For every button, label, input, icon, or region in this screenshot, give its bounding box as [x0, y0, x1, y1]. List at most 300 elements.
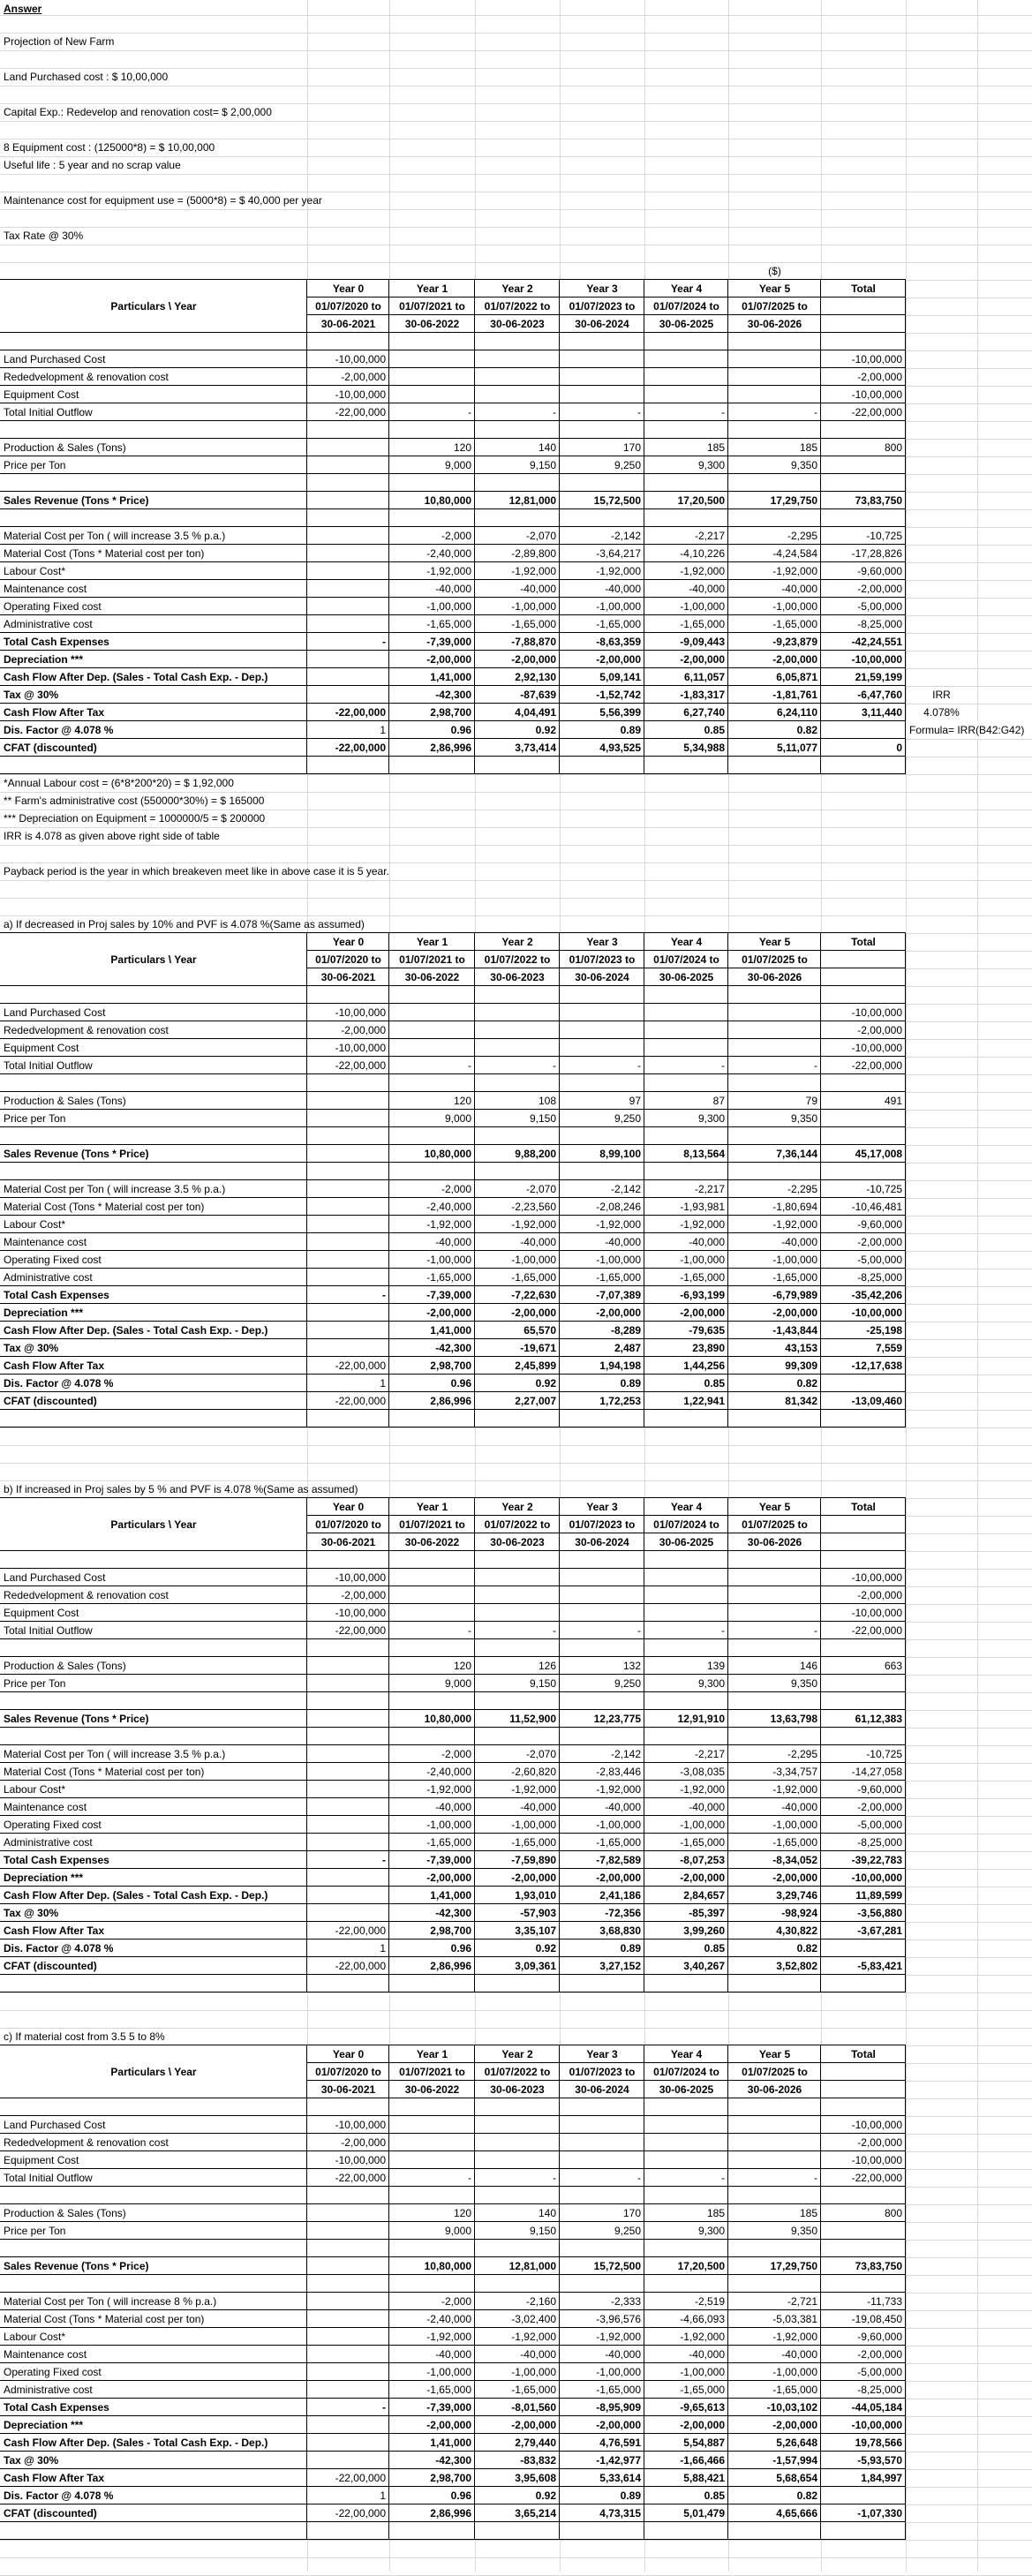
value-cfat_disc: 81,342 [785, 1395, 817, 1407]
value-maint: -40,000 [781, 1801, 817, 1813]
value-total_cash: -42,24,551 [851, 636, 902, 648]
value-labour: -1,92,000 [511, 1218, 556, 1231]
value-tax: -87,639 [520, 689, 556, 701]
header-from-date [821, 2063, 906, 2081]
value-material_per_ton [307, 1745, 389, 1763]
value-material_per_ton: -2,000 [441, 2295, 471, 2308]
equipment-cost-note: 8 Equipment cost : (125000*8) = $ 10,00,000 [4, 141, 215, 154]
value-production: 663 [884, 1660, 902, 1672]
gridline-row [0, 1463, 1032, 1464]
value-cfat: -22,00,000 [335, 706, 386, 719]
value-opfixed: -1,00,000 [426, 1254, 471, 1266]
value-cfat_disc: 5,34,988 [683, 742, 725, 754]
value-price: 9,350 [790, 459, 817, 471]
value-disfactor: 0.85 [704, 1377, 725, 1390]
value-land [389, 350, 475, 368]
value-outflow: - [721, 1059, 725, 1072]
row-label-sales: Sales Revenue (Tons * Price) [4, 1713, 149, 1725]
value-admin [307, 2381, 389, 2399]
value-maint: -2,00,000 [857, 1801, 902, 1813]
value-tax [307, 686, 389, 704]
value-maint: -40,000 [520, 1236, 556, 1248]
table-border [0, 2539, 906, 2540]
value-redev [389, 1021, 475, 1039]
value-outflow: -22,00,000 [335, 2172, 386, 2184]
value-maint: -40,000 [781, 583, 817, 595]
value-cfat: 2,98,700 [430, 1360, 471, 1372]
value-sales: 17,29,750 [770, 494, 817, 507]
value-outflow: - [814, 406, 817, 418]
value-cfat: 3,35,107 [515, 1924, 556, 1937]
value-maint [307, 1798, 389, 1816]
value-cfat: 4,04,491 [515, 706, 556, 719]
value-land [644, 1004, 728, 1021]
value-opfixed: -5,00,000 [857, 1254, 902, 1266]
value-maint: -40,000 [781, 2348, 817, 2361]
value-cf_after_dep: 1,41,000 [430, 1324, 471, 1337]
header-year: Year 1 [416, 2048, 448, 2060]
header-from-date: 01/07/2020 to [315, 300, 381, 313]
value-disfactor: 0.82 [796, 1377, 817, 1390]
value-price: 9,150 [529, 2225, 556, 2237]
value-equip [728, 386, 821, 403]
value-admin: -1,65,000 [596, 2384, 641, 2396]
value-sales: 12,81,000 [508, 494, 556, 507]
header-from-date: 01/07/2022 to [484, 300, 551, 313]
value-redev [644, 1021, 728, 1039]
value-price: 9,250 [614, 1677, 641, 1690]
value-land [389, 1569, 475, 1586]
value-admin: -1,65,000 [772, 2384, 817, 2396]
value-cfat_disc: -1,07,330 [857, 2507, 902, 2520]
value-opfixed: -1,00,000 [426, 2366, 471, 2378]
header-from-date: 01/07/2025 to [742, 300, 808, 313]
value-tax: -42,300 [435, 2454, 471, 2467]
gridline-row [0, 15, 1032, 16]
value-outflow: -22,00,000 [851, 1624, 902, 1637]
value-opfixed: -1,00,000 [511, 600, 556, 613]
value-equip: -10,00,000 [851, 388, 902, 401]
value-total_cash: -7,07,389 [596, 1289, 641, 1301]
value-dep: -2,00,000 [772, 1872, 817, 1884]
value-sales: 10,80,000 [424, 2260, 471, 2272]
row-label-outflow: Total Initial Outflow [4, 2172, 93, 2184]
value-material: -19,08,450 [851, 2313, 902, 2325]
value-material_per_ton: -2,142 [610, 1183, 641, 1195]
value-outflow: - [468, 406, 471, 418]
value-price: 9,000 [444, 1677, 471, 1690]
row-label-land: Land Purchased Cost [4, 2119, 106, 2131]
header-to-date: 30-06-2026 [747, 971, 802, 983]
value-material: -1,80,694 [772, 1201, 817, 1213]
value-material: -2,40,000 [426, 2313, 471, 2325]
value-cfat: 3,68,830 [599, 1924, 641, 1937]
row-label-maint: Maintenance cost [4, 2348, 87, 2361]
header-to-date: 30-06-2026 [747, 1536, 802, 1548]
value-equip [728, 2151, 821, 2169]
value-land [560, 2116, 644, 2134]
value-tax [307, 1904, 389, 1922]
value-outflow: - [637, 1059, 641, 1072]
row-label-cf_after_dep: Cash Flow After Dep. (Sales - Total Cash Exp. - Dep.) [4, 671, 268, 683]
value-land [475, 2116, 560, 2134]
row-label-redev: Rededvelopment & renovation cost [4, 371, 169, 383]
value-dep: -2,00,000 [680, 1872, 725, 1884]
row-label-disfactor: Dis. Factor @ 4.078 % [4, 1377, 114, 1390]
value-material [307, 545, 389, 562]
value-admin: -1,65,000 [426, 1271, 471, 1284]
value-tax: -6,47,760 [857, 689, 902, 701]
value-redev [389, 368, 475, 386]
header-to-date: 30-06-2026 [747, 318, 802, 330]
value-opfixed: -1,00,000 [511, 1819, 556, 1831]
row-label-material_per_ton: Material Cost per Ton ( will increase 3.5 % p.a.) [4, 530, 226, 542]
header-year: Year 5 [758, 1501, 791, 1513]
table-border [307, 1515, 906, 1516]
value-cfat_disc: 3,65,214 [515, 2507, 556, 2520]
value-disfactor: 0.89 [620, 724, 641, 736]
gridline-row [0, 50, 1032, 51]
header-from-date: 01/07/2025 to [742, 953, 808, 966]
projection-title: Projection of New Farm [4, 35, 115, 48]
value-material_per_ton: -2,295 [787, 1183, 817, 1195]
header-to-date: 30-06-2025 [659, 971, 714, 983]
header-to-date: 30-06-2022 [404, 971, 460, 983]
header-to-date: 30-06-2023 [490, 971, 545, 983]
value-tax: -1,81,761 [772, 689, 817, 701]
row-label-sales: Sales Revenue (Tons * Price) [4, 494, 149, 507]
value-material_per_ton: -2,070 [525, 530, 556, 542]
value-sales: 17,20,500 [677, 2260, 725, 2272]
value-total_cash: -9,09,443 [680, 636, 725, 648]
value-cfat: 3,95,608 [515, 2472, 556, 2484]
value-sales: 7,36,144 [776, 1148, 817, 1160]
table-border [307, 2062, 906, 2063]
value-cf_after_dep: 2,84,657 [683, 1889, 725, 1902]
value-material: -2,40,000 [426, 1201, 471, 1213]
value-tax: -42,300 [435, 1342, 471, 1354]
header-year: Year 4 [670, 1501, 703, 1513]
value-material_per_ton: -11,733 [867, 2295, 902, 2308]
value-tax: -72,356 [605, 1907, 641, 1919]
value-opfixed: -1,00,000 [680, 600, 725, 613]
row-label-land: Land Purchased Cost [4, 1571, 106, 1584]
value-opfixed: -1,00,000 [511, 1254, 556, 1266]
value-price: 9,150 [529, 1677, 556, 1690]
row-label-equip: Equipment Cost [4, 1042, 79, 1054]
header-to-date: 30-06-2021 [320, 318, 376, 330]
value-dep: -10,00,000 [851, 1307, 902, 1319]
value-cf_after_dep: 65,570 [524, 1324, 556, 1337]
value-admin [307, 1269, 389, 1286]
value-material_per_ton: -2,519 [694, 2295, 725, 2308]
header-to-date: 30-06-2024 [575, 1536, 629, 1548]
value-labour: -1,92,000 [426, 2331, 471, 2343]
value-equip [475, 386, 560, 403]
value-land: -10,00,000 [851, 2119, 902, 2131]
table-border [307, 2080, 906, 2081]
value-material: -1,93,981 [680, 1201, 725, 1213]
note-depreciation: *** Depreciation on Equipment = 1000000/5 = $ 200000 [4, 812, 266, 825]
value-production: 120 [453, 1095, 471, 1107]
value-admin: -1,65,000 [680, 2384, 725, 2396]
value-disfactor: 0.92 [535, 2489, 556, 2502]
row-label-labour: Labour Cost* [4, 1218, 66, 1231]
value-total_cash: -8,01,560 [511, 2401, 556, 2414]
value-cfat: 5,88,421 [683, 2472, 725, 2484]
value-price: 9,300 [697, 1677, 725, 1690]
value-production: 126 [538, 1660, 556, 1672]
value-land [644, 1569, 728, 1586]
value-material: -3,96,576 [596, 2313, 641, 2325]
header-year: Year 3 [586, 282, 618, 295]
value-maint: -2,00,000 [857, 1236, 902, 1248]
value-production: 491 [884, 1095, 902, 1107]
value-cfat_disc: 3,73,414 [515, 742, 556, 754]
row-label-price: Price per Ton [4, 1677, 66, 1690]
value-land: -10,00,000 [851, 1571, 902, 1584]
value-disfactor: 0.92 [535, 1942, 556, 1955]
row-label-disfactor: Dis. Factor @ 4.078 % [4, 2489, 114, 2502]
value-dep [307, 2416, 389, 2434]
value-price: 9,250 [614, 1112, 641, 1125]
value-equip: -10,00,000 [851, 1607, 902, 1619]
value-cfat: 2,98,700 [430, 706, 471, 719]
maintenance-note: Maintenance cost for equipment use = (5000*8) = $ 40,000 per year [4, 194, 322, 207]
value-material: -14,27,058 [851, 1766, 902, 1778]
header-from-date: 01/07/2020 to [315, 1518, 381, 1531]
row-label-redev: Rededvelopment & renovation cost [4, 2136, 169, 2149]
value-admin: -1,65,000 [772, 1271, 817, 1284]
table-border [0, 279, 906, 280]
value-cf_after_dep: 5,09,141 [599, 671, 641, 683]
value-outflow: -22,00,000 [851, 1059, 902, 1072]
value-labour: -1,92,000 [596, 565, 641, 577]
row-label-material_per_ton: Material Cost per Ton ( will increase 8 % p.a.) [4, 2295, 217, 2308]
value-labour: -1,92,000 [596, 1218, 641, 1231]
row-label-production: Production & Sales (Tons) [4, 441, 126, 454]
value-cfat_disc: -22,00,000 [335, 1960, 386, 1972]
value-cfat_disc: 2,86,996 [430, 1960, 471, 1972]
value-outflow: -22,00,000 [335, 406, 386, 418]
value-production: 97 [629, 1095, 641, 1107]
header-from-date: 01/07/2023 to [569, 300, 636, 313]
value-price: 9,150 [529, 1112, 556, 1125]
value-equip [475, 1604, 560, 1622]
row-label-maint: Maintenance cost [4, 1801, 87, 1813]
value-tax: 7,559 [875, 1342, 902, 1354]
value-cf_after_dep: -1,43,844 [772, 1324, 817, 1337]
header-year: Year 4 [670, 936, 703, 948]
value-sales [307, 1710, 389, 1728]
value-equip [728, 1604, 821, 1622]
value-price [307, 2222, 389, 2240]
value-sales: 17,20,500 [677, 494, 725, 507]
value-maint: -40,000 [605, 1236, 641, 1248]
value-opfixed: -1,00,000 [680, 1819, 725, 1831]
row-label-admin: Administrative cost [4, 2384, 93, 2396]
value-disfactor: 1 [380, 2489, 386, 2502]
row-label-production: Production & Sales (Tons) [4, 1095, 126, 1107]
value-material: -2,40,000 [426, 1766, 471, 1778]
value-material_per_ton [307, 1180, 389, 1198]
value-dep [307, 651, 389, 668]
value-land [728, 350, 821, 368]
irr-value: 4.078% [923, 706, 960, 719]
value-cfat_disc: 1,72,253 [599, 1395, 641, 1407]
value-redev [728, 1586, 821, 1604]
value-outflow: - [721, 406, 725, 418]
value-admin: -1,65,000 [680, 1271, 725, 1284]
value-opfixed: -1,00,000 [426, 1819, 471, 1831]
value-price: 9,150 [529, 459, 556, 471]
value-cf_after_dep: -79,635 [689, 1324, 725, 1337]
header-from-date: 01/07/2021 to [399, 2066, 465, 2078]
value-production: 185 [706, 2207, 725, 2219]
value-opfixed [307, 1251, 389, 1269]
value-price: 9,350 [790, 1112, 817, 1125]
value-disfactor: 0.82 [796, 724, 817, 736]
row-label-opfixed: Operating Fixed cost [4, 1254, 102, 1266]
value-outflow: - [721, 1624, 725, 1637]
value-redev [560, 2134, 644, 2151]
header-to-date: 30-06-2025 [659, 1536, 714, 1548]
row-label-equip: Equipment Cost [4, 1607, 79, 1619]
value-price [307, 456, 389, 474]
table-border [307, 314, 906, 315]
value-sales: 11,52,900 [509, 1713, 556, 1725]
value-material: -4,10,226 [680, 547, 725, 560]
value-dep: -2,00,000 [772, 653, 817, 666]
value-cfat: 5,33,614 [599, 2472, 641, 2484]
value-maint: -40,000 [605, 2348, 641, 2361]
header-from-date: 01/07/2022 to [484, 953, 551, 966]
row-label-cfat_disc: CFAT (discounted) [4, 1960, 97, 1972]
value-cf_after_dep: 3,29,746 [776, 1889, 817, 1902]
header-year: Total [851, 1501, 876, 1513]
header-from-date: 01/07/2020 to [315, 2066, 381, 2078]
value-disfactor: 1 [380, 1377, 386, 1390]
row-label-dep: Depreciation *** [4, 1307, 84, 1319]
value-equip [560, 2151, 644, 2169]
value-material: -2,08,246 [596, 1201, 641, 1213]
value-disfactor [821, 2487, 906, 2504]
row-label-cf_after_dep: Cash Flow After Dep. (Sales - Total Cash Exp. - Dep.) [4, 2437, 268, 2449]
value-redev [728, 1021, 821, 1039]
header-to-date [821, 315, 906, 333]
value-dep: -2,00,000 [772, 2419, 817, 2431]
row-label-material: Material Cost (Tons * Material cost per ton) [4, 1201, 205, 1213]
value-cf_after_dep: 21,59,199 [855, 671, 902, 683]
value-disfactor: 0.92 [535, 724, 556, 736]
row-label-material: Material Cost (Tons * Material cost per ton) [4, 2313, 205, 2325]
value-production: 185 [799, 441, 817, 454]
value-total_cash: -39,22,783 [851, 1854, 902, 1866]
value-total_cash: -6,79,989 [772, 1289, 817, 1301]
header-to-date: 30-06-2023 [490, 2083, 545, 2096]
row-label-maint: Maintenance cost [4, 1236, 87, 1248]
header-year: Year 0 [332, 2048, 365, 2060]
value-material_per_ton [307, 527, 389, 545]
value-disfactor [821, 1375, 906, 1392]
value-material_per_ton: -10,725 [866, 1748, 902, 1760]
value-total_cash: -44,05,184 [851, 2401, 902, 2414]
value-redev [475, 2134, 560, 2151]
value-sales: 17,29,750 [770, 2260, 817, 2272]
value-land [728, 1569, 821, 1586]
value-opfixed: -1,00,000 [772, 1254, 817, 1266]
header-to-date: 30-06-2025 [659, 2083, 714, 2096]
value-maint: -40,000 [435, 2348, 471, 2361]
value-total_cash: -6,93,199 [680, 1289, 725, 1301]
header-year: Year 1 [416, 282, 448, 295]
value-production: 79 [805, 1095, 817, 1107]
value-redev [389, 1586, 475, 1604]
value-material_per_ton: -2,217 [694, 1183, 725, 1195]
value-tax: -3,56,880 [857, 1907, 902, 1919]
value-labour: -1,92,000 [511, 1783, 556, 1796]
value-opfixed: -1,00,000 [772, 2366, 817, 2378]
land-cost-note: Land Purchased cost : $ 10,00,000 [4, 71, 169, 83]
value-cfat: -22,00,000 [335, 2472, 386, 2484]
value-cf_after_dep: 4,76,591 [599, 2437, 641, 2449]
header-year: Year 2 [501, 2048, 533, 2060]
value-tax: -1,83,317 [680, 689, 725, 701]
value-cf_after_dep: 1,41,000 [430, 2437, 471, 2449]
header-particulars: Particulars \ Year [110, 953, 197, 966]
value-maint [307, 2346, 389, 2363]
value-admin: -8,25,000 [857, 1836, 902, 1849]
row-label-tax: Tax @ 30% [4, 2454, 59, 2467]
value-material_per_ton: -2,217 [694, 530, 725, 542]
gridline-row [0, 33, 1032, 34]
value-total_cash: -35,42,206 [851, 1289, 902, 1301]
row-label-outflow: Total Initial Outflow [4, 1624, 93, 1637]
value-cfat_disc: 2,86,996 [430, 742, 471, 754]
value-outflow: - [637, 406, 641, 418]
value-cf_after_dep: -8,289 [610, 1324, 641, 1337]
value-admin: -1,65,000 [511, 1836, 556, 1849]
row-label-cfat: Cash Flow After Tax [4, 1360, 105, 1372]
value-material: -3,08,035 [680, 1766, 725, 1778]
value-price: 9,350 [790, 2225, 817, 2237]
value-outflow: - [553, 406, 556, 418]
value-cf_after_dep [307, 1887, 389, 1904]
header-to-date: 30-06-2024 [575, 971, 629, 983]
value-land: -10,00,000 [335, 1006, 386, 1019]
gridline-row [0, 174, 1032, 175]
value-outflow: - [814, 1624, 817, 1637]
header-from-date: 01/07/2024 to [653, 300, 719, 313]
value-material_per_ton: -2,295 [787, 1748, 817, 1760]
value-dep [307, 1869, 389, 1887]
table-2-title: b) If increased in Proj sales by 5 % and PVF is 4.078 %(Same as assumed) [4, 1483, 358, 1495]
value-admin: -8,25,000 [857, 2384, 902, 2396]
value-cfat: 5,68,654 [776, 2472, 817, 2484]
value-material: -3,64,217 [596, 547, 641, 560]
value-labour [307, 1216, 389, 1233]
value-equip [644, 2151, 728, 2169]
value-tax: 2,487 [614, 1342, 641, 1354]
value-production [307, 2204, 389, 2222]
value-tax: -1,57,994 [772, 2454, 817, 2467]
value-cfat_disc: 3,40,267 [683, 1960, 725, 1972]
header-to-date: 30-06-2021 [320, 2083, 376, 2096]
value-outflow: - [721, 2172, 725, 2184]
gridline-row [0, 2010, 1032, 2011]
value-sales: 10,80,000 [424, 494, 471, 507]
value-price: 9,250 [614, 2225, 641, 2237]
